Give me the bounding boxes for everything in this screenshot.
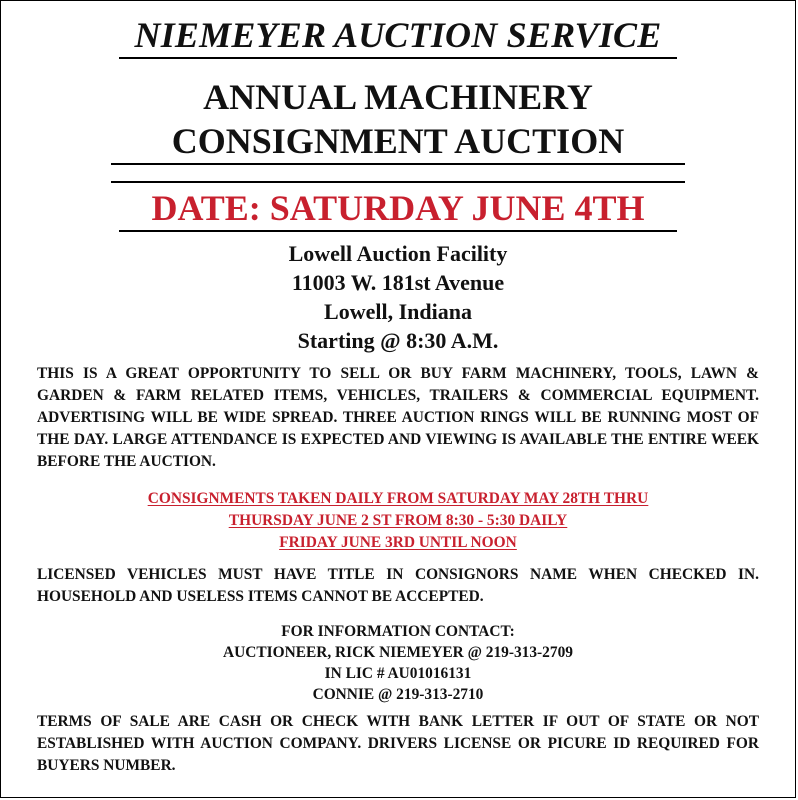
licensing-paragraph: LICENSED VEHICLES MUST HAVE TITLE IN CONSIGNORS NAME WHEN CHECKED IN. HOUSEHOLD AND USELESS ITEMS CANNOT BE ACCEPTED. [37,566,759,605]
event-title [1,75,795,163]
venue-city: Lowell, Indiana [324,299,472,324]
divider-top [111,163,685,165]
auction-date-underline [119,230,677,232]
consignment-schedule [1,488,795,554]
company-name: NIEMEYER AUCTION SERVICE [134,15,662,55]
contact-block [1,621,795,705]
company-name-underline [119,57,677,59]
consignment-line-1: CONSIGNMENTS TAKEN DAILY FROM SATURDAY MAY 28TH THRU [147,490,649,507]
venue-block [1,239,795,355]
description-paragraph: THIS IS A GREAT OPPORTUNITY TO SELL OR BUY FARM MACHINERY, TOOLS, LAWN & GARDEN & FARM RELATED ITEMS, VEHICLES, TRAILERS & COMMERCIAL EQUIPMENT. ADVERTISING WILL BE WIDE SPREAD. THREE AUCTION RINGS WILL BE RUNNING MOST OF THE DAY. LARGE ATTENDANCE IS EXPECTED AND VIEWING IS AVAILABLE THE ENTIRE WEEK BEFORE THE AUCTION. [37,365,759,470]
start-time: Starting @ 8:30 A.M. [297,328,499,353]
contact-auctioneer: AUCTIONEER, RICK NIEMEYER @ 219-313-2709 [223,644,573,661]
divider-bottom [111,181,685,183]
contact-connie: CONNIE @ 219-313-2710 [312,686,484,703]
event-title-line-1: ANNUAL MACHINERY [203,77,593,117]
consignment-line-2: THURSDAY JUNE 2 ST FROM 8:30 - 5:30 DAILY [228,512,568,529]
contact-license: IN LIC # AU01016131 [324,665,472,682]
event-title-line-2: CONSIGNMENT AUCTION [171,121,625,161]
contact-heading: FOR INFORMATION CONTACT: [281,623,515,640]
consignment-line-3: FRIDAY JUNE 3RD UNTIL NOON [279,534,517,551]
terms-paragraph: TERMS OF SALE ARE CASH OR CHECK WITH BANK LETTER IF OUT OF STATE OR NOT ESTABLISHED WITH AUCTION COMPANY. DRIVERS LICENSE OR PICURE ID REQUIRED FOR BUYERS NUMBER. [37,713,759,774]
venue-street: 11003 W. 181st Avenue [291,270,505,295]
auction-date: DATE: SATURDAY JUNE 4TH [151,188,645,228]
venue-name: Lowell Auction Facility [288,241,508,266]
